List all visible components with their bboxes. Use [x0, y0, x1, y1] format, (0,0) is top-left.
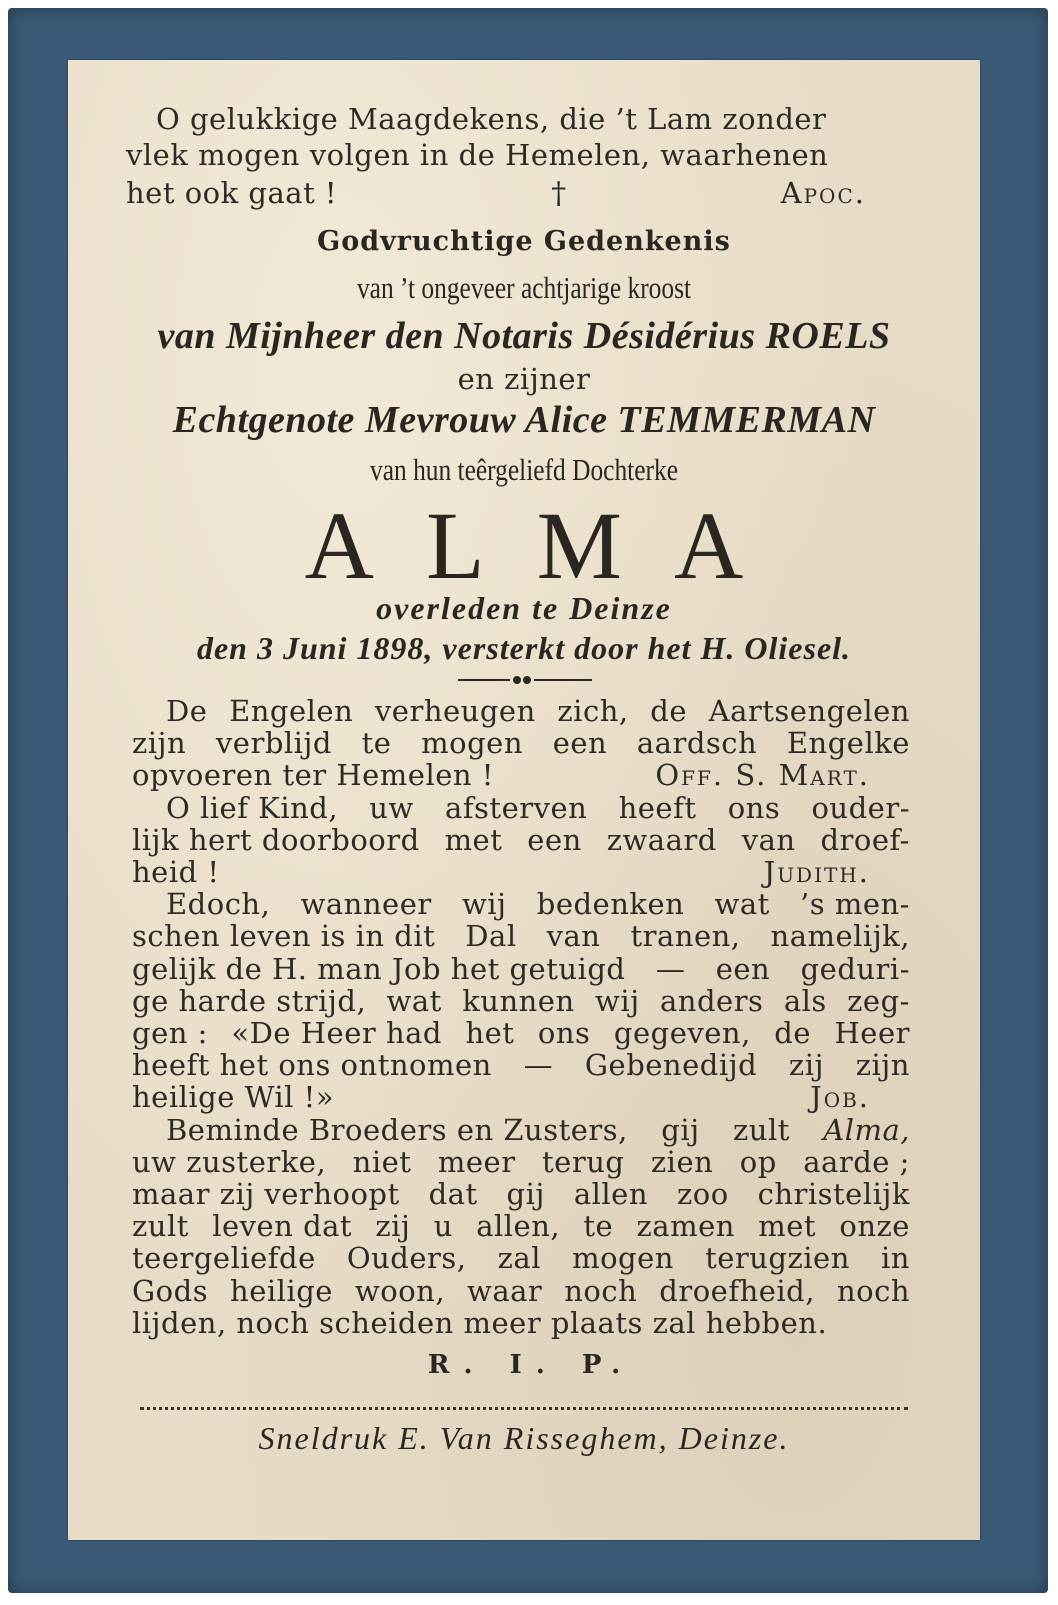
passage-word: «De Heer had [231, 1016, 442, 1050]
cross-icon: † [551, 176, 567, 211]
passage-word: christelijk [757, 1177, 910, 1211]
passage-word: zien [650, 1144, 714, 1179]
passage-line [166, 694, 910, 728]
paper-panel [68, 60, 980, 1540]
passage-line [132, 1209, 910, 1243]
passage-word: leven dat [212, 1209, 353, 1244]
passage-word: allen [573, 1177, 649, 1211]
epigraph-line-1 [156, 102, 896, 136]
passage-word: Gebenedijd [584, 1048, 758, 1083]
passage-word: zwaard [606, 822, 717, 857]
passage-word: niet [352, 1144, 412, 1179]
passage-word: een [715, 951, 771, 986]
passage-word: waar [467, 1273, 543, 1308]
passage-word: woon, [354, 1273, 446, 1308]
epigraph-text-3: het ook gaat ! [126, 176, 338, 210]
passage-word: zijn [855, 1048, 910, 1083]
passage-line [132, 1016, 910, 1050]
passage-word: te [583, 1209, 614, 1244]
passage-word: zij [375, 1209, 411, 1244]
passage-word: aardsch [636, 726, 758, 761]
passage-word: Off. S. Mart. [655, 758, 870, 793]
passage-word: zeg- [847, 983, 910, 1018]
passage-line [132, 1145, 910, 1179]
epigraph-text-1: O gelukkige Maagdekens, die ’t Lam zonder [156, 102, 827, 136]
passage-line [166, 791, 910, 825]
passage-line [132, 1274, 910, 1308]
passage-word: zijn [132, 726, 187, 761]
passage-word: noch [836, 1273, 910, 1308]
passage-word: gij [661, 1112, 700, 1147]
passage-line [132, 726, 910, 760]
passage-word: opvoeren ter Hemelen ! [132, 758, 494, 793]
passage-word: een [527, 822, 582, 857]
passage-word: gelijk de H. man Job het getuigd [132, 951, 626, 986]
epigraph-text-2: vlek mogen volgen in de Hemelen, waarhenen [126, 138, 829, 172]
passage-word: in [881, 1241, 910, 1276]
printer-credit: Sneldruk E. Van Risseghem, Deinze. [258, 1420, 790, 1456]
epigraph-line-2 [126, 138, 896, 172]
passage-word: heid ! [132, 855, 220, 889]
passage-word: gegeven, [613, 1016, 751, 1050]
passage-word: het [465, 1016, 515, 1050]
passage-word: wij [595, 983, 640, 1018]
passage-word: De [166, 694, 208, 728]
passage-word: Ouders, [346, 1241, 467, 1276]
passage-word: ’s men- [800, 887, 910, 922]
passage-word: Dal [465, 919, 517, 954]
passage-word: onze [839, 1209, 910, 1244]
passage-line [132, 919, 910, 953]
heading-line-1: van ’t ongeveer achtjarige kroost [356, 270, 692, 305]
passage-line [132, 952, 910, 986]
passage-word: wat [714, 887, 770, 922]
passage-word: Judith. [763, 855, 870, 889]
passage-word: schen leven is in dit [132, 919, 436, 954]
passage-word: dat [428, 1177, 478, 1211]
father-name: van Mijnheer den Notaris Désidérius ROELS [157, 315, 891, 357]
passage-word: heeft het ons ontnomen [132, 1048, 492, 1083]
epigraph-line-3 [126, 176, 866, 211]
passage-word: Aartsengelen [708, 694, 910, 728]
passage-word: van [741, 822, 796, 857]
passage-word: verheugen [374, 694, 536, 728]
passage-line [132, 1306, 827, 1340]
rip-text: R. I. P. [427, 1350, 635, 1380]
passage-word: geduri- [800, 951, 910, 986]
passage-word: van [546, 919, 601, 954]
passage-line [132, 1177, 910, 1211]
passage-line [132, 1241, 910, 1275]
passage-word: Engelen [229, 694, 354, 728]
passage-word: teergeliefde [132, 1241, 316, 1276]
passage-word: aarde ; [803, 1144, 910, 1179]
passage-word: ouder- [811, 790, 910, 825]
passage-line [132, 1080, 910, 1114]
passage-word: mogen [572, 1241, 674, 1276]
passage-word: ons [727, 790, 781, 825]
passage-word: zamen [636, 1209, 735, 1244]
passage-word: zoo [676, 1177, 729, 1211]
passage-line [166, 1113, 910, 1147]
passage-word: Edoch, [166, 887, 271, 922]
passage-word: zich, [557, 694, 629, 728]
passage-word: — [523, 1048, 554, 1083]
passage-word: als [783, 983, 827, 1018]
passage-word: zij [788, 1048, 824, 1083]
death-place: overleden te Deinze [376, 590, 672, 626]
heading-conj: en zijner [457, 362, 591, 396]
passage-word: uw zusterke, [132, 1144, 327, 1179]
passage-word: namelijk, [770, 919, 910, 954]
passage-word: wanneer [300, 887, 432, 922]
passage-line [132, 1048, 910, 1082]
passage-word: de [650, 694, 687, 728]
death-date: den 3 Juni 1898, versterkt door het H. Oliesel. [196, 630, 852, 666]
passage-word: maar zij verhoopt [132, 1177, 400, 1211]
heading-title: Godvruchtige Gedenkenis [317, 226, 731, 257]
dotted-rule [140, 1407, 908, 1410]
passage-word: zult [132, 1209, 189, 1244]
mother-name: Echtgenote Mevrouw Alice TEMMERMAN [172, 399, 876, 441]
passage-word: tranen, [630, 919, 741, 954]
divider-ornament [458, 674, 592, 686]
passage-word: meer [437, 1144, 516, 1179]
passage-line [132, 855, 910, 889]
child-name: ALMA [304, 492, 796, 599]
passage-word: kunnen [462, 983, 575, 1018]
passage-word: Engelke [786, 726, 910, 761]
passage-line [132, 823, 910, 857]
passage-word: gen : [132, 1016, 208, 1050]
passage-word: verblijd [215, 726, 332, 761]
passage-word: terugzien [705, 1241, 850, 1276]
passage-word: een [552, 726, 608, 761]
passage-word: droef- [820, 822, 910, 857]
passage-word: Heer [834, 1016, 910, 1050]
passage-word: heilige [230, 1273, 333, 1308]
passage-word: lijden, noch scheiden meer plaats zal hebben. [132, 1305, 828, 1340]
passage-word: op [739, 1144, 777, 1179]
passage-word: allen, [476, 1209, 561, 1244]
passage-word: zal [497, 1241, 541, 1276]
passage-word: uw [369, 790, 414, 825]
passage-word: lijk hert doorboord [132, 822, 420, 857]
passage-word: heilige Wil !» [132, 1080, 335, 1115]
passage-line [132, 984, 910, 1018]
passage-word: gij [506, 1177, 545, 1211]
epigraph-source: Apoc. [780, 176, 866, 210]
passage-word: ons [537, 1016, 591, 1050]
passage-word: Job. [810, 1080, 870, 1115]
passage-word: Beminde Broeders en Zusters, [166, 1112, 628, 1147]
passage-line [166, 887, 910, 921]
passage-word: wij [461, 887, 507, 922]
passage-word: wat [386, 983, 442, 1018]
passage-line [132, 758, 910, 792]
passage-word: Alma, [823, 1112, 910, 1147]
passage-word: met [444, 822, 503, 857]
passage-word: met [758, 1209, 817, 1244]
passage-word: — [655, 951, 686, 986]
passage-word: O lief Kind, [166, 790, 339, 825]
passage-word: mogen [421, 726, 524, 761]
passage-word: afsterven [445, 790, 588, 825]
passage-word: te [361, 726, 392, 761]
passage-word: droefheid, [659, 1273, 815, 1308]
passage-word: u [433, 1209, 453, 1244]
passage-word: anders [660, 983, 764, 1018]
passage-word: heeft [618, 790, 697, 825]
passage-word: bedenken [536, 887, 685, 922]
heading-line-2: van hun teêrgeliefd Dochterke [370, 452, 678, 487]
passage-word: ge harde strijd, [132, 983, 367, 1018]
memorial-card [8, 8, 1048, 1593]
passage-word: Gods [132, 1273, 209, 1308]
passage-word: terug [542, 1144, 625, 1179]
passage-word: noch [564, 1273, 638, 1308]
passage-word: zult [733, 1112, 790, 1147]
passage-word: de [774, 1016, 812, 1050]
